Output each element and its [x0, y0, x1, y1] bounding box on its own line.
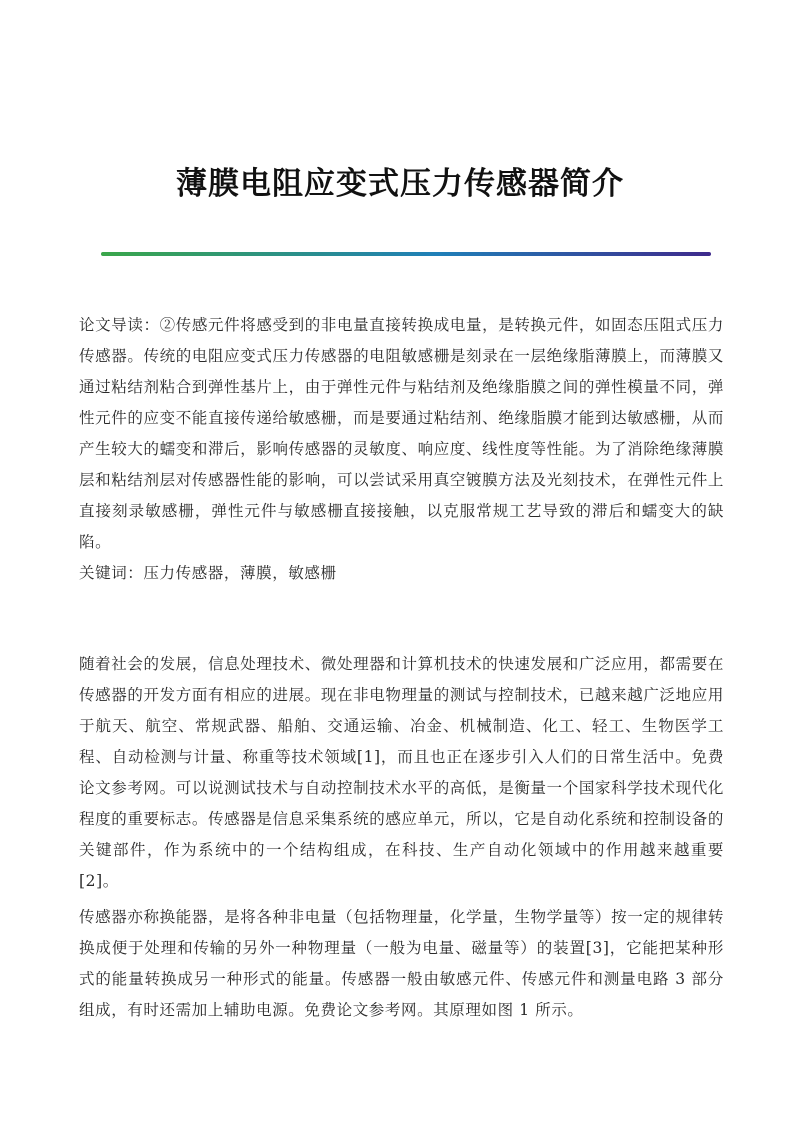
- keywords-label: 关键词：: [79, 564, 144, 582]
- abstract-paragraph: [79, 310, 724, 558]
- section-spacer: [79, 589, 724, 649]
- body-paragraph-2: 传感器亦称换能器，是将各种非电量（包括物理量，化学量，生物学量等）按一定的规律转换成便于处理和传输的另外一种物理量（一般为电量、磁量等）的装置[3]，它能把某种形式的能量转换成另一种形式的能量。传感器一般由敏感元件、传感元件和测量电路 3 部分组成，有时还需加上辅助电源。免费论文参考网。其原理如图 1 所示。: [79, 908, 724, 1019]
- title-underline-rule: [101, 252, 711, 256]
- abstract-label: 论文导读：: [79, 316, 160, 334]
- keywords-line: [79, 558, 724, 589]
- keywords-text: 压力传感器，薄膜，敏感栅: [143, 564, 337, 582]
- body-paragraph-1: 随着社会的发展，信息处理技术、微处理器和计算机技术的快速发展和广泛应用，都需要在传感器的开发方面有相应的进展。现在非电物理量的测试与控制技术，已越来越广泛地应用于航天、航空、常规武器、船舶、交通运输、冶金、机械制造、化工、轻工、生物医学工程、自动检测与计量、称重等技术领域[1]，而且也正在逐步引入人们的日常生活中。免费论文参考网。可以说测试技术与自动控制技术水平的高低，是衡量一个国家科学技术现代化程度的重要标志。传感器是信息采集系统的感应单元，所以，它是自动化系统和控制设备的关键部件，作为系统中的一个结构组成，在科技、生产自动化领域中的作用越来越重要[2]。: [79, 655, 724, 890]
- abstract-text: ②传感元件将感受到的非电量直接转换成电量，是转换元件，如固态压阻式压力传感器。传统的电阻应变式压力传感器的电阻敏感栅是刻录在一层绝缘脂薄膜上，而薄膜又通过粘结剂粘合到弹性基片上，由于弹性元件与粘结剂及绝缘脂膜之间的弹性模量不同，弹性元件的应变不能直接传递给敏感栅，而是要通过粘结剂、绝缘脂膜才能到达敏感栅，从而产生较大的蠕变和滞后，影响传感器的灵敏度、响应度、线性度等性能。为了消除绝缘薄膜层和粘结剂层对传感器性能的影响，可以尝试采用真空镀膜方法及光刻技术，在弹性元件上直接刻录敏感栅，弹性元件与敏感栅直接接触，以克服常规工艺导致的滞后和蠕变大的缺陷。: [79, 316, 724, 551]
- document-content: [79, 310, 724, 1026]
- document-title: 薄膜电阻应变式压力传感器简介: [176, 166, 624, 202]
